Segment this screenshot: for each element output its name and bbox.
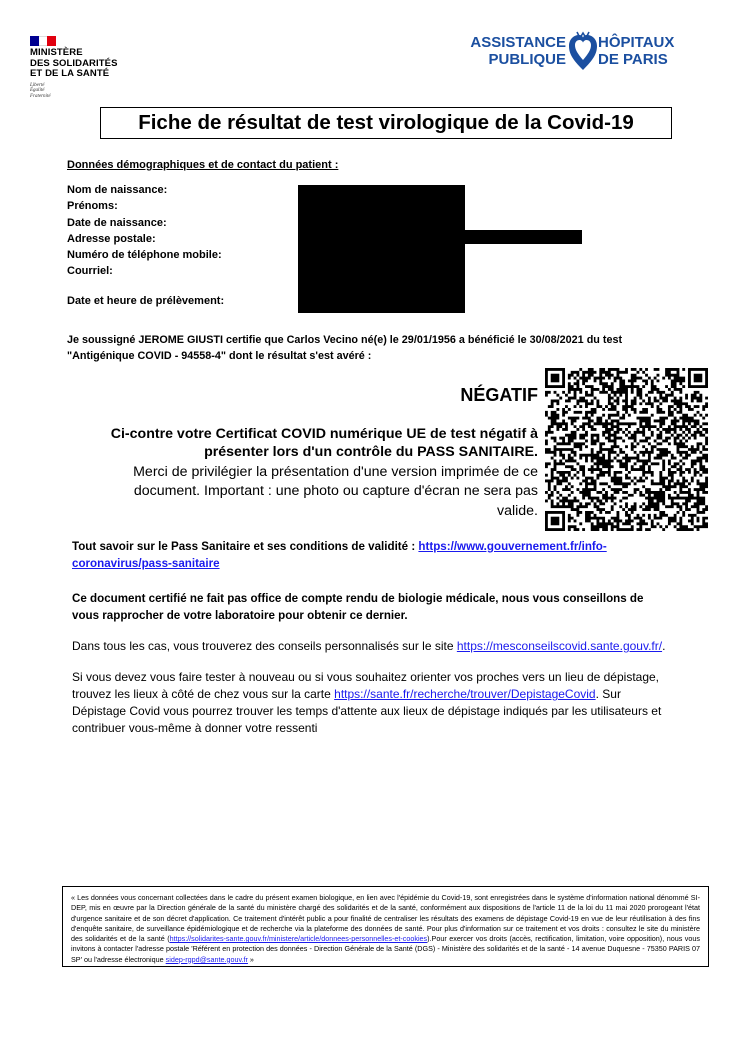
aphp-heart-icon (567, 30, 599, 72)
republic-motto: Liberté Égalité Fraternité (30, 82, 51, 99)
field-email-label: Courriel: (67, 265, 113, 278)
field-phone-label: Numéro de téléphone mobile: (67, 249, 222, 262)
test-result: NÉGATIF (460, 385, 538, 405)
qr-modules (545, 368, 708, 531)
depistage-map-link[interactable]: https://sante.fr/recherche/trouver/DepistageCovid (334, 687, 596, 701)
qr-finder-pattern (546, 512, 563, 529)
redaction-block (455, 230, 582, 244)
field-birth-name-label: Nom de naissance: (67, 184, 168, 196)
print-advice: Merci de privilégier la présentation d'une version imprimée de ce document. Important : une photo ou capture d'écran ne sera pas valide. (133, 464, 538, 519)
aphp-logo-right-text: HÔPITAUX DE PARIS (598, 34, 675, 68)
ministry-logo (30, 36, 160, 99)
field-birth-date-label: Date de naissance: (67, 216, 167, 229)
pass-sanitaire-info: Tout savoir sur le Pass Sanitaire et ses conditions de validité : https://www.gouvernement.fr/info- coronavirus/pass-sanitaire (72, 540, 607, 570)
pass-sanitaire-link[interactable]: https://www.gouvernement.fr/info- (418, 540, 607, 553)
field-first-names-label: Prénoms: (67, 200, 118, 213)
french-flag-icon (30, 36, 56, 46)
patient-fields (67, 182, 222, 280)
field-address-label: Adresse postale: (67, 232, 156, 245)
privacy-policy-link[interactable]: https://solidarites-sante.gouv.fr/ministere/article/donnees-personnelles-et-cookies (169, 934, 428, 944)
qr-code (545, 368, 708, 531)
aphp-logo-left-text: ASSISTANCE PUBLIQUE (470, 34, 566, 68)
document-title: Fiche de résultat de test virologique de la Covid-19 (100, 107, 672, 139)
pass-sanitaire-link-continued[interactable]: coronavirus/pass-sanitaire (72, 557, 220, 570)
mesconseilscovid-link[interactable]: https://mesconseilscovid.sante.gouv.fr/ (456, 639, 663, 653)
privacy-notice-box: « Les données vous concernant collectées dans le cadre du présent examen biologique, en lien avec l'épidémie du Covid-19, sont enregistrées dans le système d'information national dénommé SI-DEP, mis en œuvre par la Direction générale de la santé du ministère chargé des solidarités et de la santé, conformément aux dispositions de l'article 11 de la loi du 11 mai 2020 prorogeant l'état d'urgence sanitaire et de son décret d'application. Ce traitement d'intérêt public a pour finalité de centraliser les résultats des examens de dépistage Covid-19 en vue de leur réutilisation à des fins d'enquête sanitaire, de surveillance épidémiologique et de recherche via la plateforme des données de santé. Pour plus d'information sur ce traitement et vos droits : consultez le site du ministère des solidarités et de la santé (https://solidarites-sante.gouv.fr/ministere/article/donnees-personnelles-et-cookies).Pour exercer vos droits (accès, rectification, limitation, voire opposition), nous vous invitons à contacter l'adresse postale 'Référent en protection des données - Direction Générale de la Santé (DGS) - Ministère des solidarités et de la santé - 14 avenue Duquesne - 75350 PARIS 07 SP' ou l'adresse électronique sidep-rgpd@sante.gouv.fr » (62, 886, 709, 967)
dpo-email-link[interactable]: sidep-rgpd@sante.gouv.fr (165, 954, 248, 964)
certification-statement: Je soussigné JEROME GIUSTI certifie que Carlos Vecino né(e) le 29/01/1956 a bénéficié le 30/08/2021 du test "Antigénique COVID - 94558-4" dont le résultat s'est avéré : (67, 334, 623, 362)
eu-certificate-notice: Ci-contre votre Certificat COVID numérique UE de test négatif à présenter lors d'un contrôle du PASS SANITAIRE. (110, 426, 538, 460)
patient-section-title: Données démographiques et de contact du patient : (67, 159, 339, 171)
testing-paragraph: Si vous devez vous faire tester à nouveau ou si vous souhaitez orienter vos proches vers un lieu de dépistage, trouvez les lieux à côté de chez vous sur la carte https://sante.fr/recherche/trouver/DepistageCovid. Sur Dépistage Covid vous pourrez trouver les temps d'attente aux lieux de dépistage indiqués par les utilisateurs et contribuer vous-même à donner votre ressenti (72, 670, 662, 735)
qr-finder-pattern (546, 369, 563, 386)
ministry-name: MINISTÈRE DES SOLIDARITÉS ET DE LA SANTÉ (30, 47, 118, 79)
qr-finder-pattern (689, 369, 706, 386)
sample-datetime-label: Date et heure de prélèvement: (67, 295, 225, 307)
aphp-logo (470, 28, 710, 78)
disclaimer: Ce document certifié ne fait pas office de compte rendu de biologie médicale, nous vous conseillons de vous rapprocher de votre laboratoire pour obtenir ce dernier. (72, 592, 644, 622)
advice-paragraph: Dans tous les cas, vous trouverez des conseils personnalisés sur le site https://mesconseilscovid.sante.gouv.fr/. (72, 639, 666, 653)
redaction-block (298, 185, 465, 313)
